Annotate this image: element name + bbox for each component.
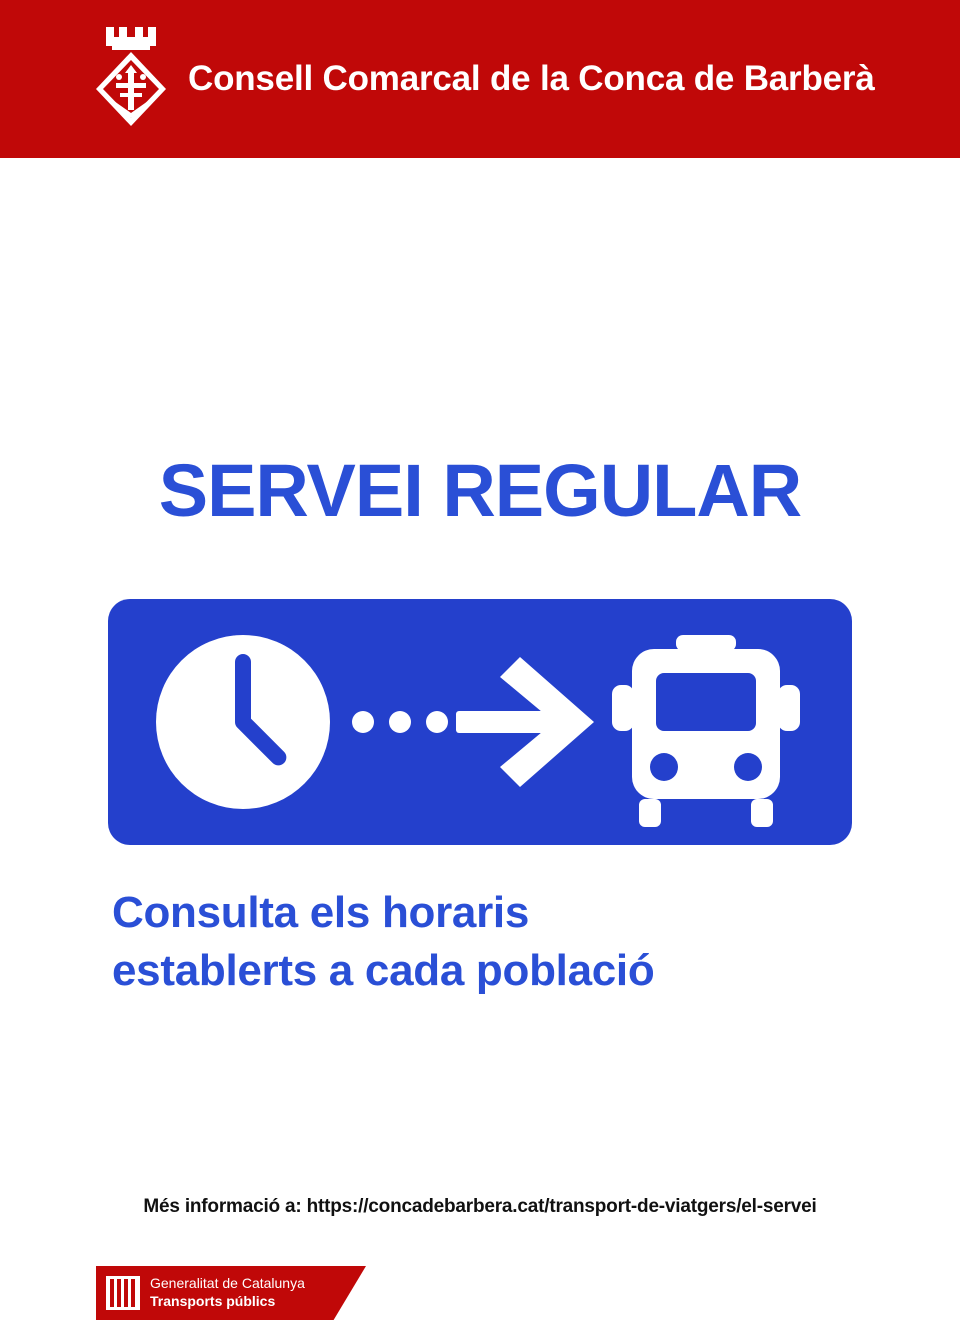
logo-line-1: Generalitat de Catalunya — [150, 1275, 305, 1291]
generalitat-logo — [96, 1266, 366, 1320]
icon-panel — [108, 599, 852, 845]
page-header — [0, 0, 960, 158]
poster-body — [0, 158, 960, 1309]
header-title: Consell Comarcal de la Conca de Barberà — [188, 59, 875, 98]
more-info-line: Més informació a: https://concadebarbera.cat/transport-de-viatgers/el-servei — [143, 1196, 817, 1217]
poster-subtitle — [112, 884, 872, 1000]
logo-line-2: Transports públics — [150, 1292, 276, 1309]
heraldic-crest-icon — [92, 21, 170, 137]
senyera-icon — [106, 1276, 140, 1310]
page-title: SERVEI REGULAR — [158, 449, 802, 532]
footer — [96, 1266, 366, 1320]
clock-icon — [156, 635, 330, 809]
dotted-arrow-icon — [352, 657, 594, 787]
subtitle-line-1: Consulta els horaris — [112, 888, 530, 937]
logo-text — [150, 1275, 305, 1310]
subtitle-line-2: establerts a cada població — [112, 946, 655, 996]
